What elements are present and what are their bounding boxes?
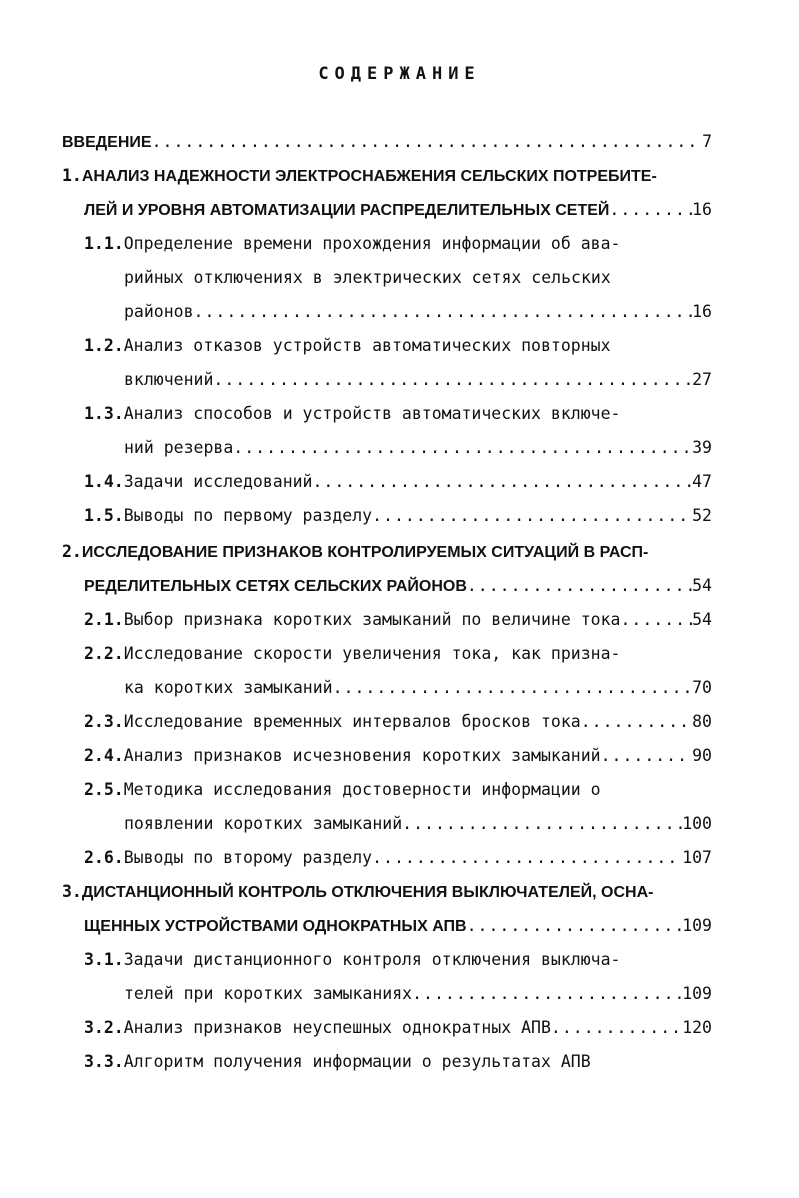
toc-number: 1.3.	[84, 404, 124, 423]
toc-chapter-2-line2	[84, 574, 712, 598]
toc-label	[84, 1016, 551, 1040]
toc-page: 90	[692, 746, 712, 765]
toc-number: 2.3.	[84, 712, 124, 731]
leader-dots	[333, 676, 693, 700]
toc-label-text: Задачи исследований	[123, 472, 313, 491]
toc-page: 52	[692, 506, 712, 525]
toc-number: 1.2.	[84, 336, 124, 355]
leader-dots	[412, 982, 682, 1006]
toc-entry-1-2-line2	[124, 368, 712, 392]
toc-entry-1-2-line1	[84, 334, 712, 358]
toc-number: 2.5.	[84, 780, 124, 799]
toc-label-text: Выводы по первому разделу	[123, 506, 373, 525]
toc-label-text: Анализ признаков исчезновения коротких замыканий	[123, 746, 601, 765]
toc-page: 16	[692, 200, 712, 219]
toc-page: 47	[692, 472, 712, 491]
leader-dots	[213, 368, 692, 392]
toc-entry-3-1-line2	[124, 982, 712, 1006]
toc-label: АНАЛИЗ НАДЕЖНОСТИ ЭЛЕКТРОСНАБЖЕНИЯ СЕЛЬСКИХ ПОТРЕБИТЕ-	[81, 168, 657, 185]
toc-entry-1-3-line1	[84, 402, 712, 426]
toc-label-text: Выводы по второму разделу	[123, 848, 373, 867]
leader-dots	[609, 198, 692, 222]
toc-label	[84, 744, 601, 768]
toc-label	[84, 470, 313, 494]
toc-page: 39	[692, 438, 712, 457]
toc-label: РЕДЕЛИТЕЛЬНЫХ СЕТЯХ СЕЛЬСКИХ РАЙОНОВ	[84, 578, 467, 595]
toc-label: Определение времени прохождения информации об ава-	[123, 234, 621, 253]
toc-label: районов	[124, 302, 194, 321]
leader-dots	[152, 130, 702, 154]
toc-number: 3.2.	[84, 1018, 124, 1037]
toc-entry-3-1-line1	[84, 948, 712, 972]
leader-dots	[467, 574, 692, 598]
toc-label: Алгоритм получения информации о результатах АПВ	[123, 1052, 591, 1071]
toc-label: включений	[124, 370, 214, 389]
toc-entry-2-5-line2	[124, 812, 712, 836]
toc-entry-3-3	[84, 1050, 712, 1074]
toc-page: 109	[682, 916, 712, 935]
toc-entry-1-1-line2	[124, 266, 712, 290]
toc-entry-1-5	[84, 504, 712, 528]
toc-page: 120	[682, 1018, 712, 1037]
toc-label: телей при коротких замыканиях	[124, 984, 413, 1003]
toc-entry-1-3-line2	[124, 436, 712, 460]
toc-entry-2-2-line1	[84, 642, 712, 666]
toc-number: 1.4.	[84, 472, 124, 491]
toc-entry-1-4	[84, 470, 712, 494]
toc-chapter-1-line1	[62, 164, 712, 188]
toc-number: 2.6.	[84, 848, 124, 867]
leader-dots	[313, 470, 693, 494]
toc-label	[84, 846, 372, 870]
toc-page: 107	[682, 848, 712, 867]
toc-label: Задачи дистанционного контроля отключения выключа-	[123, 950, 621, 969]
toc-page: 100	[682, 814, 712, 833]
toc-number: 2.2.	[84, 644, 124, 663]
toc-entry-2-5-line1	[84, 778, 712, 802]
toc-label: ка коротких замыканий	[124, 678, 333, 697]
toc-entry-1-1-line3	[124, 300, 712, 324]
toc-entry-3-2	[84, 1016, 712, 1040]
toc-entry-2-1	[84, 608, 712, 632]
leader-dots	[601, 744, 693, 768]
toc-page: 54	[692, 576, 712, 595]
toc-entry-2-6	[84, 846, 712, 870]
toc-number: 3.	[62, 882, 82, 901]
toc-number: 3.1.	[84, 950, 124, 969]
toc-label: Анализ способов и устройств автоматических включе-	[123, 404, 621, 423]
toc-label: ДИСТАНЦИОННЫЙ КОНТРОЛЬ ОТКЛЮЧЕНИЯ ВЫКЛЮЧАТЕЛЕЙ, ОСНА-	[81, 884, 654, 901]
toc-label: рийных отключениях в электрических сетях сельских	[124, 268, 611, 287]
toc-entry-2-3	[84, 710, 712, 734]
leader-dots	[620, 608, 692, 632]
toc-label: ний резерва	[124, 438, 234, 457]
toc-label: ЛЕЙ И УРОВНЯ АВТОМАТИЗАЦИИ РАСПРЕДЕЛИТЕЛЬНЫХ СЕТЕЙ	[84, 202, 610, 219]
toc-entry-1-1-line1	[84, 232, 712, 256]
toc-page: 16	[692, 302, 712, 321]
toc-page: 27	[692, 370, 712, 389]
toc-chapter-3-line2	[84, 914, 712, 938]
toc-label: ИССЛЕДОВАНИЕ ПРИЗНАКОВ КОНТРОЛИРУЕМЫХ СИТУАЦИЙ В РАСП-	[81, 544, 649, 561]
leader-dots	[581, 710, 692, 734]
page-title: СОДЕРЖАНИЕ	[318, 64, 481, 84]
toc-label: ВВЕДЕНИЕ	[62, 134, 152, 151]
toc-chapter-3-line1	[62, 880, 712, 904]
toc-chapter-2-line1	[62, 540, 712, 564]
toc-number: 3.3.	[84, 1052, 124, 1071]
toc-page: 54	[692, 610, 712, 629]
toc-entry-2-4	[84, 744, 712, 768]
toc-page: 80	[692, 712, 712, 731]
leader-dots	[402, 812, 682, 836]
toc-label	[84, 504, 372, 528]
leader-dots	[551, 1016, 682, 1040]
toc-label	[84, 608, 620, 632]
toc-label-text: Исследование временных интервалов бросков тока	[123, 712, 581, 731]
toc-page: 109	[682, 984, 712, 1003]
toc-label: ЩЕННЫХ УСТРОЙСТВАМИ ОДНОКРАТНЫХ АПВ	[84, 918, 467, 935]
toc-label: Методика исследования достоверности информации о	[123, 780, 601, 799]
leader-dots	[194, 300, 693, 324]
toc-page: 70	[692, 678, 712, 697]
toc-number: 1.5.	[84, 506, 124, 525]
toc-label-text: Анализ признаков неуспешных однократных АПВ	[123, 1018, 551, 1037]
toc-entry-2-2-line2	[124, 676, 712, 700]
leader-dots	[372, 846, 682, 870]
toc-chapter-1-line2	[84, 198, 712, 222]
toc-label: Исследование скорости увеличения тока, как призна-	[123, 644, 621, 663]
toc-number: 2.4.	[84, 746, 124, 765]
toc-label: появлении коротких замыканий	[124, 814, 403, 833]
leader-dots	[233, 436, 692, 460]
toc-number: 1.	[62, 166, 82, 185]
toc-label-text: Выбор признака коротких замыканий по величине тока	[123, 610, 621, 629]
toc-number: 1.1.	[84, 234, 124, 253]
toc-number: 2.	[62, 542, 82, 561]
leader-dots	[372, 504, 692, 528]
toc-number: 2.1.	[84, 610, 124, 629]
toc-label: Анализ отказов устройств автоматических повторных	[123, 336, 611, 355]
leader-dots	[467, 914, 683, 938]
toc-page: 7	[702, 132, 712, 151]
toc-entry-intro	[62, 130, 712, 154]
toc-label	[84, 710, 581, 734]
